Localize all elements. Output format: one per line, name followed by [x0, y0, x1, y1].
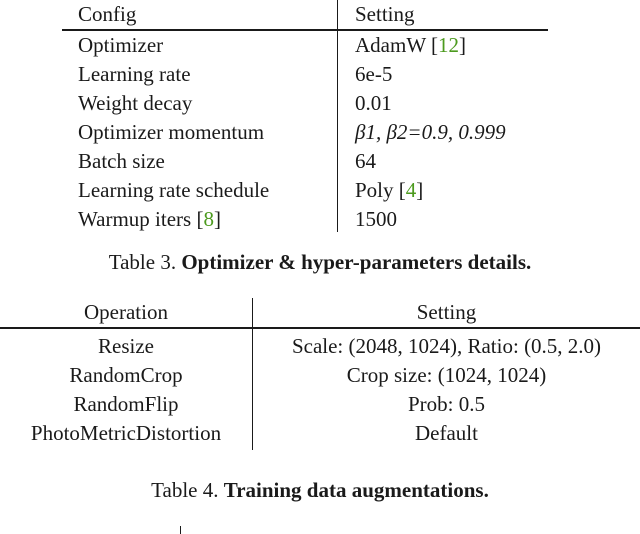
- setting-cell: Prob: 0.5: [407, 392, 485, 416]
- table-caption: [0, 476, 640, 504]
- config-text: Warmup iters [: [78, 207, 204, 231]
- caption-label: Table 3.: [108, 250, 182, 274]
- operation-cell: PhotoMetricDistortion: [30, 421, 222, 445]
- config-cell: [78, 205, 221, 233]
- setting-cell: [355, 31, 466, 59]
- caption-title: Optimizer & hyper-parameters details.: [181, 250, 532, 274]
- hyperparameter-table: [62, 0, 548, 232]
- config-cell: Learning rate schedule: [78, 178, 270, 202]
- setting-cell: 64: [355, 149, 376, 173]
- momentum-setting-cell: β1, β2=0.9, 0.999: [355, 120, 506, 144]
- setting-cell: Default: [415, 421, 478, 445]
- config-cell: Learning rate: [78, 62, 191, 86]
- operation-cell: RandomFlip: [73, 392, 179, 416]
- augmentation-table: [0, 298, 640, 450]
- page-mark: [180, 526, 181, 534]
- config-cell: Weight decay: [78, 91, 193, 115]
- bracket-close: ]: [213, 207, 221, 231]
- citation-link[interactable]: 4: [405, 178, 417, 202]
- setting-cell: 6e-5: [355, 62, 393, 86]
- operation-cell: RandomCrop: [69, 363, 183, 387]
- header-setting: Setting: [416, 300, 477, 324]
- setting-text: AdamW [: [355, 33, 439, 57]
- header-operation: Operation: [84, 300, 168, 324]
- table-caption: [0, 248, 640, 276]
- setting-cell: [355, 176, 423, 204]
- header-setting: Setting: [355, 2, 415, 26]
- column-divider: [337, 0, 338, 232]
- header-rule: [0, 327, 640, 329]
- bracket-close: ]: [459, 33, 467, 57]
- setting-text: Poly [: [355, 178, 406, 202]
- config-cell: Batch size: [78, 149, 165, 173]
- citation-link[interactable]: 8: [203, 207, 214, 231]
- config-cell: Optimizer momentum: [78, 120, 265, 144]
- caption-title: Training data augmentations.: [223, 478, 489, 502]
- citation-link[interactable]: 12: [438, 33, 460, 57]
- setting-cell: 1500: [355, 207, 397, 231]
- setting-cell: Crop size: (1024, 1024): [346, 363, 547, 387]
- operation-cell: Resize: [98, 334, 154, 358]
- setting-cell: Scale: (2048, 1024), Ratio: (0.5, 2.0): [291, 334, 602, 358]
- caption-label: Table 4.: [151, 478, 224, 502]
- bracket-close: ]: [416, 178, 424, 202]
- setting-cell: 0.01: [355, 91, 392, 115]
- config-cell: Optimizer: [78, 33, 164, 57]
- header-config: Config: [78, 2, 137, 26]
